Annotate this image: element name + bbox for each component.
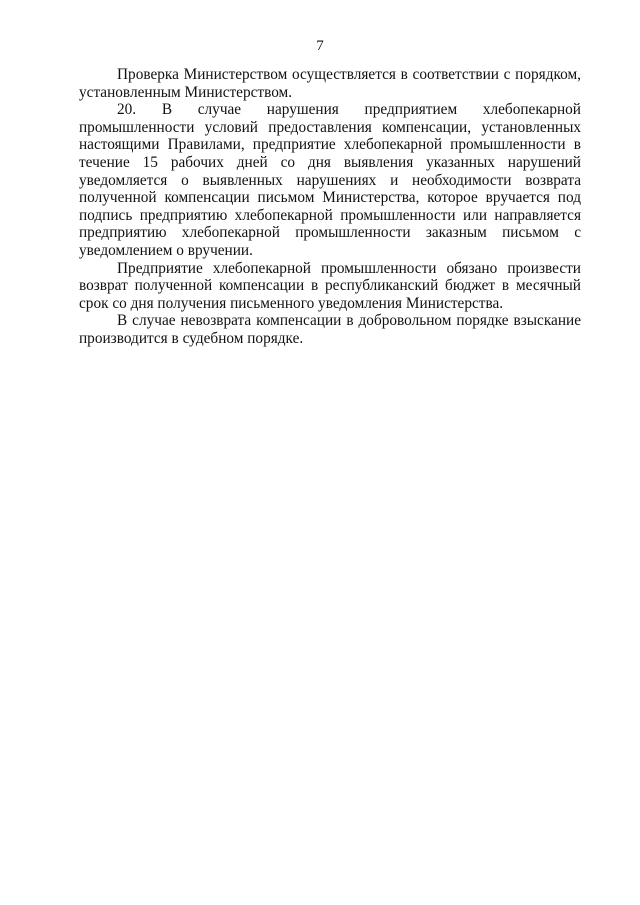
document-body (79, 66, 581, 348)
page-number: 7 (316, 38, 324, 54)
paragraph-item-20: 20. В случае нарушения предприятием хлебопекарной промышленности условий предоставления компенсации, установленных настоящими Правилами, предприятие хлебопекарной промышленности в течение 15 рабочих дней со дня выявления указанных нарушений уведомляется о выявленных нарушениях и необходимости возврата полученной компенсации письмом Министерства, которое вручается под подпись предприятию хлебопекарной промышленности или направляется предприятию хлебопекарной промышленности заказным письмом с уведомлением о вручении. (79, 101, 581, 259)
paragraph-judicial-recovery: В случае невозврата компенсации в добровольном порядке взыскание производится в судебном порядке. (79, 312, 581, 347)
paragraph-verification: Проверка Министерством осуществляется в соответствии с порядком, установленным Министерством. (79, 66, 581, 101)
paragraph-refund-obligation: Предприятие хлебопекарной промышленности обязано произвести возврат полученной компенсации в республиканский бюджет в месячный срок со дня получения письменного уведомления Министерства. (79, 259, 581, 312)
